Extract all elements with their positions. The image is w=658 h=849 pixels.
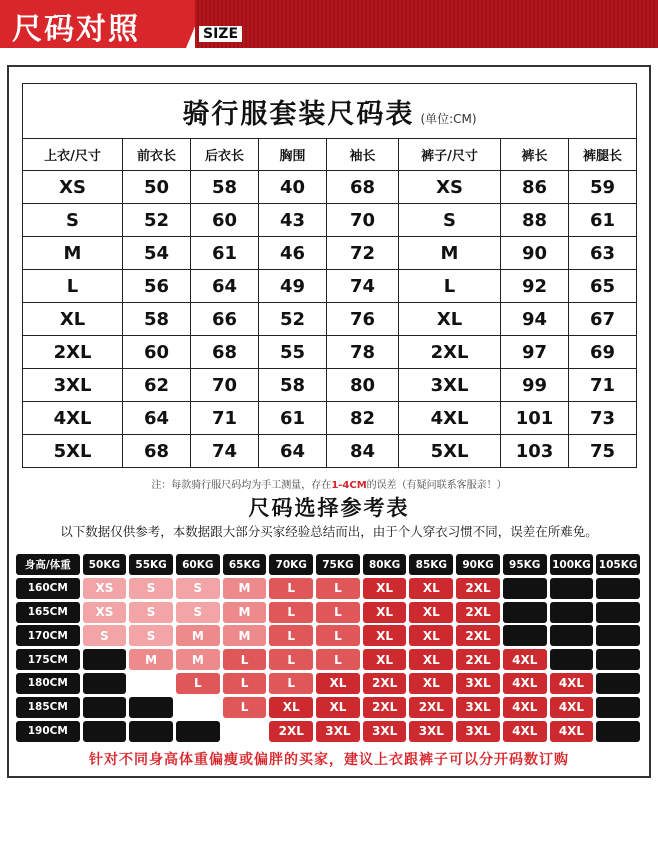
reference-row	[16, 625, 643, 649]
size-table-cell: 72	[327, 237, 399, 270]
size-table	[22, 83, 637, 468]
reference-height-label: 170CM	[16, 625, 80, 646]
size-table-cell: 82	[327, 402, 399, 435]
reference-size-cell	[503, 578, 547, 599]
size-table-cell: XL	[23, 303, 123, 336]
size-table-cell: 73	[569, 402, 637, 435]
size-table-cell: 71	[191, 402, 259, 435]
reference-weight-header: 60KG	[176, 554, 220, 575]
banner-stripe-block	[195, 0, 658, 48]
size-table-cell: 97	[501, 336, 569, 369]
reference-size-cell: XS	[83, 578, 127, 599]
reference-size-cell	[223, 721, 267, 742]
size-table-header-cell: 上衣/尺寸	[23, 139, 123, 171]
reference-size-cell	[83, 649, 127, 670]
size-table-cell: 56	[123, 270, 191, 303]
size-table-cell: 58	[259, 369, 327, 402]
reference-size-cell: 4XL	[503, 697, 547, 718]
reference-size-cell	[596, 721, 640, 742]
size-table-cell: L	[399, 270, 501, 303]
size-table-cell: 80	[327, 369, 399, 402]
reference-size-cell: 3XL	[316, 721, 360, 742]
reference-size-cell: 2XL	[456, 602, 500, 623]
size-table-cell: 88	[501, 204, 569, 237]
size-table-cell: 62	[123, 369, 191, 402]
reference-size-cell: L	[316, 602, 360, 623]
reference-height-label: 160CM	[16, 578, 80, 599]
size-table-cell: 61	[191, 237, 259, 270]
size-table-cell: 78	[327, 336, 399, 369]
size-table-cell: 5XL	[23, 435, 123, 468]
reference-size-cell: 2XL	[363, 697, 407, 718]
reference-size-cell: S	[176, 578, 220, 599]
size-table-cell: 64	[123, 402, 191, 435]
size-table-cell: 90	[501, 237, 569, 270]
reference-size-cell	[596, 673, 640, 694]
reference-size-cell: M	[129, 649, 173, 670]
header-title: 尺码对照	[12, 12, 140, 47]
reference-weight-header: 85KG	[409, 554, 453, 575]
footer-advice: 针对不同身高体重偏瘦或偏胖的买家，建议上衣跟裤子可以分开码数订购	[89, 752, 569, 768]
reference-size-cell	[83, 697, 127, 718]
reference-size-cell: XL	[409, 625, 453, 646]
size-table-row	[23, 402, 637, 435]
size-table-cell: 61	[259, 402, 327, 435]
size-table-cell: 65	[569, 270, 637, 303]
size-table-cell: 64	[259, 435, 327, 468]
size-table-cell: 61	[569, 204, 637, 237]
reference-size-cell: S	[129, 578, 173, 599]
size-table-cell: XS	[23, 171, 123, 204]
reference-size-cell: L	[223, 649, 267, 670]
size-table-cell: L	[23, 270, 123, 303]
size-table-header-cell: 袖长	[327, 139, 399, 171]
size-table-row	[23, 237, 637, 270]
reference-size-cell: L	[269, 625, 313, 646]
size-table-cell: 68	[123, 435, 191, 468]
size-table-cell: 67	[569, 303, 637, 336]
size-table-row	[23, 303, 637, 336]
reference-size-cell	[550, 649, 594, 670]
size-table-header-cell: 前衣长	[123, 139, 191, 171]
reference-size-cell: 4XL	[550, 697, 594, 718]
reference-size-cell: 2XL	[363, 673, 407, 694]
reference-size-cell	[596, 697, 640, 718]
reference-size-cell	[596, 578, 640, 599]
reference-row	[16, 649, 643, 673]
size-table-cell: 2XL	[23, 336, 123, 369]
reference-size-cell: 2XL	[409, 697, 453, 718]
size-table-unit: (单位:CM)	[420, 111, 477, 126]
reference-row	[16, 721, 643, 745]
reference-size-cell: 3XL	[363, 721, 407, 742]
reference-size-cell: XL	[363, 602, 407, 623]
size-table-cell: 76	[327, 303, 399, 336]
size-table-cell: 101	[501, 402, 569, 435]
size-table-cell: XL	[399, 303, 501, 336]
size-table-title: 骑行服套装尺码表	[182, 98, 415, 130]
size-table-cell: 68	[327, 171, 399, 204]
reference-weight-header: 100KG	[550, 554, 594, 575]
size-table-cell: 92	[501, 270, 569, 303]
size-table-cell: 75	[569, 435, 637, 468]
size-table-row	[23, 336, 637, 369]
reference-size-cell: L	[269, 649, 313, 670]
reference-size-cell: M	[223, 578, 267, 599]
reference-size-cell: L	[223, 673, 267, 694]
reference-size-cell: XL	[363, 649, 407, 670]
reference-height-label: 190CM	[16, 721, 80, 742]
size-table-cell: 103	[501, 435, 569, 468]
size-table-header-cell: 后衣长	[191, 139, 259, 171]
size-table-header-cell: 裤长	[501, 139, 569, 171]
reference-row	[16, 697, 643, 721]
size-table-header-cell: 裤腿长	[569, 139, 637, 171]
size-table-cell: 66	[191, 303, 259, 336]
reference-size-cell: S	[129, 602, 173, 623]
reference-size-cell: L	[316, 578, 360, 599]
size-table-cell: 94	[501, 303, 569, 336]
size-table-cell: M	[399, 237, 501, 270]
reference-header-row	[16, 554, 643, 578]
reference-size-cell: 4XL	[503, 649, 547, 670]
reference-description: 以下数据仅供参考，本数据跟大部分买家经验总结而出，由于个人穿衣习惯不同，误差在所难免。	[60, 524, 598, 539]
reference-weight-header: 80KG	[363, 554, 407, 575]
reference-size-cell: M	[176, 649, 220, 670]
size-table-cell: 54	[123, 237, 191, 270]
size-table-cell: 55	[259, 336, 327, 369]
reference-size-cell	[176, 721, 220, 742]
reference-size-cell: 4XL	[550, 721, 594, 742]
size-table-cell: 50	[123, 171, 191, 204]
reference-size-cell: XL	[269, 697, 313, 718]
reference-weight-header: 65KG	[223, 554, 267, 575]
header-banner	[0, 0, 658, 48]
reference-size-cell: L	[176, 673, 220, 694]
reference-size-cell: M	[176, 625, 220, 646]
reference-weight-header: 55KG	[129, 554, 173, 575]
size-table-cell: 71	[569, 369, 637, 402]
reference-size-cell: XL	[316, 697, 360, 718]
size-table-row	[23, 435, 637, 468]
size-table-row	[23, 369, 637, 402]
reference-size-cell	[596, 649, 640, 670]
reference-size-cell: 2XL	[269, 721, 313, 742]
reference-height-label: 185CM	[16, 697, 80, 718]
reference-weight-header: 90KG	[456, 554, 500, 575]
reference-size-cell: M	[223, 602, 267, 623]
size-table-header-cell: 裤子/尺寸	[399, 139, 501, 171]
size-table-cell: 2XL	[399, 336, 501, 369]
size-table-header-cell: 胸围	[259, 139, 327, 171]
size-table-cell: 4XL	[399, 402, 501, 435]
reference-size-cell	[550, 578, 594, 599]
reference-size-cell	[129, 697, 173, 718]
reference-size-cell: XL	[409, 602, 453, 623]
reference-size-cell: 2XL	[456, 649, 500, 670]
size-table-cell: 3XL	[23, 369, 123, 402]
note-text-before: 注：每款骑行服尺码均为手工测量，存在	[151, 480, 332, 491]
reference-weight-header: 95KG	[503, 554, 547, 575]
size-table-cell: 52	[259, 303, 327, 336]
reference-size-cell: L	[223, 697, 267, 718]
reference-grid	[16, 554, 643, 744]
size-table-row	[23, 204, 637, 237]
size-table-cell: S	[23, 204, 123, 237]
reference-height-label: 175CM	[16, 649, 80, 670]
reference-size-cell: L	[316, 625, 360, 646]
size-table-cell: 69	[569, 336, 637, 369]
size-table-cell: 60	[191, 204, 259, 237]
size-table-cell: 64	[191, 270, 259, 303]
reference-size-cell: 4XL	[503, 721, 547, 742]
reference-size-cell	[129, 721, 173, 742]
reference-size-cell: 3XL	[409, 721, 453, 742]
reference-size-cell: S	[129, 625, 173, 646]
reference-weight-header: 105KG	[596, 554, 640, 575]
reference-weight-header: 75KG	[316, 554, 360, 575]
reference-size-cell: L	[269, 578, 313, 599]
reference-size-cell: S	[176, 602, 220, 623]
size-table-cell: 99	[501, 369, 569, 402]
size-table-cell: 74	[191, 435, 259, 468]
reference-size-cell: XL	[316, 673, 360, 694]
reference-size-cell	[129, 673, 173, 694]
size-table-cell: 68	[191, 336, 259, 369]
reference-size-cell	[550, 625, 594, 646]
size-table-cell: 74	[327, 270, 399, 303]
reference-size-cell	[176, 697, 220, 718]
reference-size-cell: XS	[83, 602, 127, 623]
size-table-cell: 58	[123, 303, 191, 336]
reference-size-cell: L	[269, 673, 313, 694]
size-table-cell: 4XL	[23, 402, 123, 435]
header-subtitle: SIZE	[199, 26, 242, 42]
size-table-cell: 63	[569, 237, 637, 270]
reference-row	[16, 578, 643, 602]
size-table-cell: 84	[327, 435, 399, 468]
reference-size-cell: XL	[363, 625, 407, 646]
reference-size-cell: XL	[409, 673, 453, 694]
size-table-cell: S	[399, 204, 501, 237]
reference-size-cell	[83, 721, 127, 742]
reference-size-cell: M	[223, 625, 267, 646]
reference-size-cell: 4XL	[503, 673, 547, 694]
reference-size-cell	[596, 625, 640, 646]
size-table-header-row	[23, 139, 637, 171]
reference-corner-label: 身高/体重	[16, 554, 80, 575]
reference-size-cell: L	[269, 602, 313, 623]
reference-size-cell	[503, 625, 547, 646]
size-table-cell: 43	[259, 204, 327, 237]
reference-size-cell: 2XL	[456, 578, 500, 599]
size-table-cell: 52	[123, 204, 191, 237]
reference-size-cell	[550, 602, 594, 623]
reference-size-cell: XL	[409, 578, 453, 599]
reference-size-cell	[83, 673, 127, 694]
size-table-cell: 60	[123, 336, 191, 369]
size-table-cell: M	[23, 237, 123, 270]
size-table-cell: 3XL	[399, 369, 501, 402]
size-table-row	[23, 171, 637, 204]
reference-size-cell: XL	[363, 578, 407, 599]
reference-row	[16, 602, 643, 626]
size-table-title-cell	[23, 84, 637, 139]
reference-size-cell: 2XL	[456, 625, 500, 646]
size-table-cell: 70	[191, 369, 259, 402]
measurement-note	[0, 476, 658, 491]
reference-height-label: 180CM	[16, 673, 80, 694]
reference-size-cell	[596, 602, 640, 623]
size-table-row	[23, 270, 637, 303]
size-table-cell: 70	[327, 204, 399, 237]
reference-size-cell: 3XL	[456, 697, 500, 718]
note-text-after: 的误差（有疑问联系客服亲！）	[366, 480, 507, 491]
note-highlight: 1-4CM	[331, 480, 367, 491]
reference-row	[16, 673, 643, 697]
size-table-cell: 49	[259, 270, 327, 303]
size-table-cell: XS	[399, 171, 501, 204]
reference-height-label: 165CM	[16, 602, 80, 623]
size-table-cell: 86	[501, 171, 569, 204]
reference-size-cell: 3XL	[456, 673, 500, 694]
reference-title: 尺码选择参考表	[248, 496, 410, 520]
size-table-cell: 58	[191, 171, 259, 204]
size-table-cell: 40	[259, 171, 327, 204]
reference-weight-header: 70KG	[269, 554, 313, 575]
reference-size-cell: 4XL	[550, 673, 594, 694]
reference-size-cell: S	[83, 625, 127, 646]
reference-size-cell: L	[316, 649, 360, 670]
reference-weight-header: 50KG	[83, 554, 127, 575]
reference-size-cell: XL	[409, 649, 453, 670]
reference-size-cell	[503, 602, 547, 623]
size-table-cell: 5XL	[399, 435, 501, 468]
size-table-cell: 59	[569, 171, 637, 204]
reference-size-cell: 3XL	[456, 721, 500, 742]
size-table-cell: 46	[259, 237, 327, 270]
